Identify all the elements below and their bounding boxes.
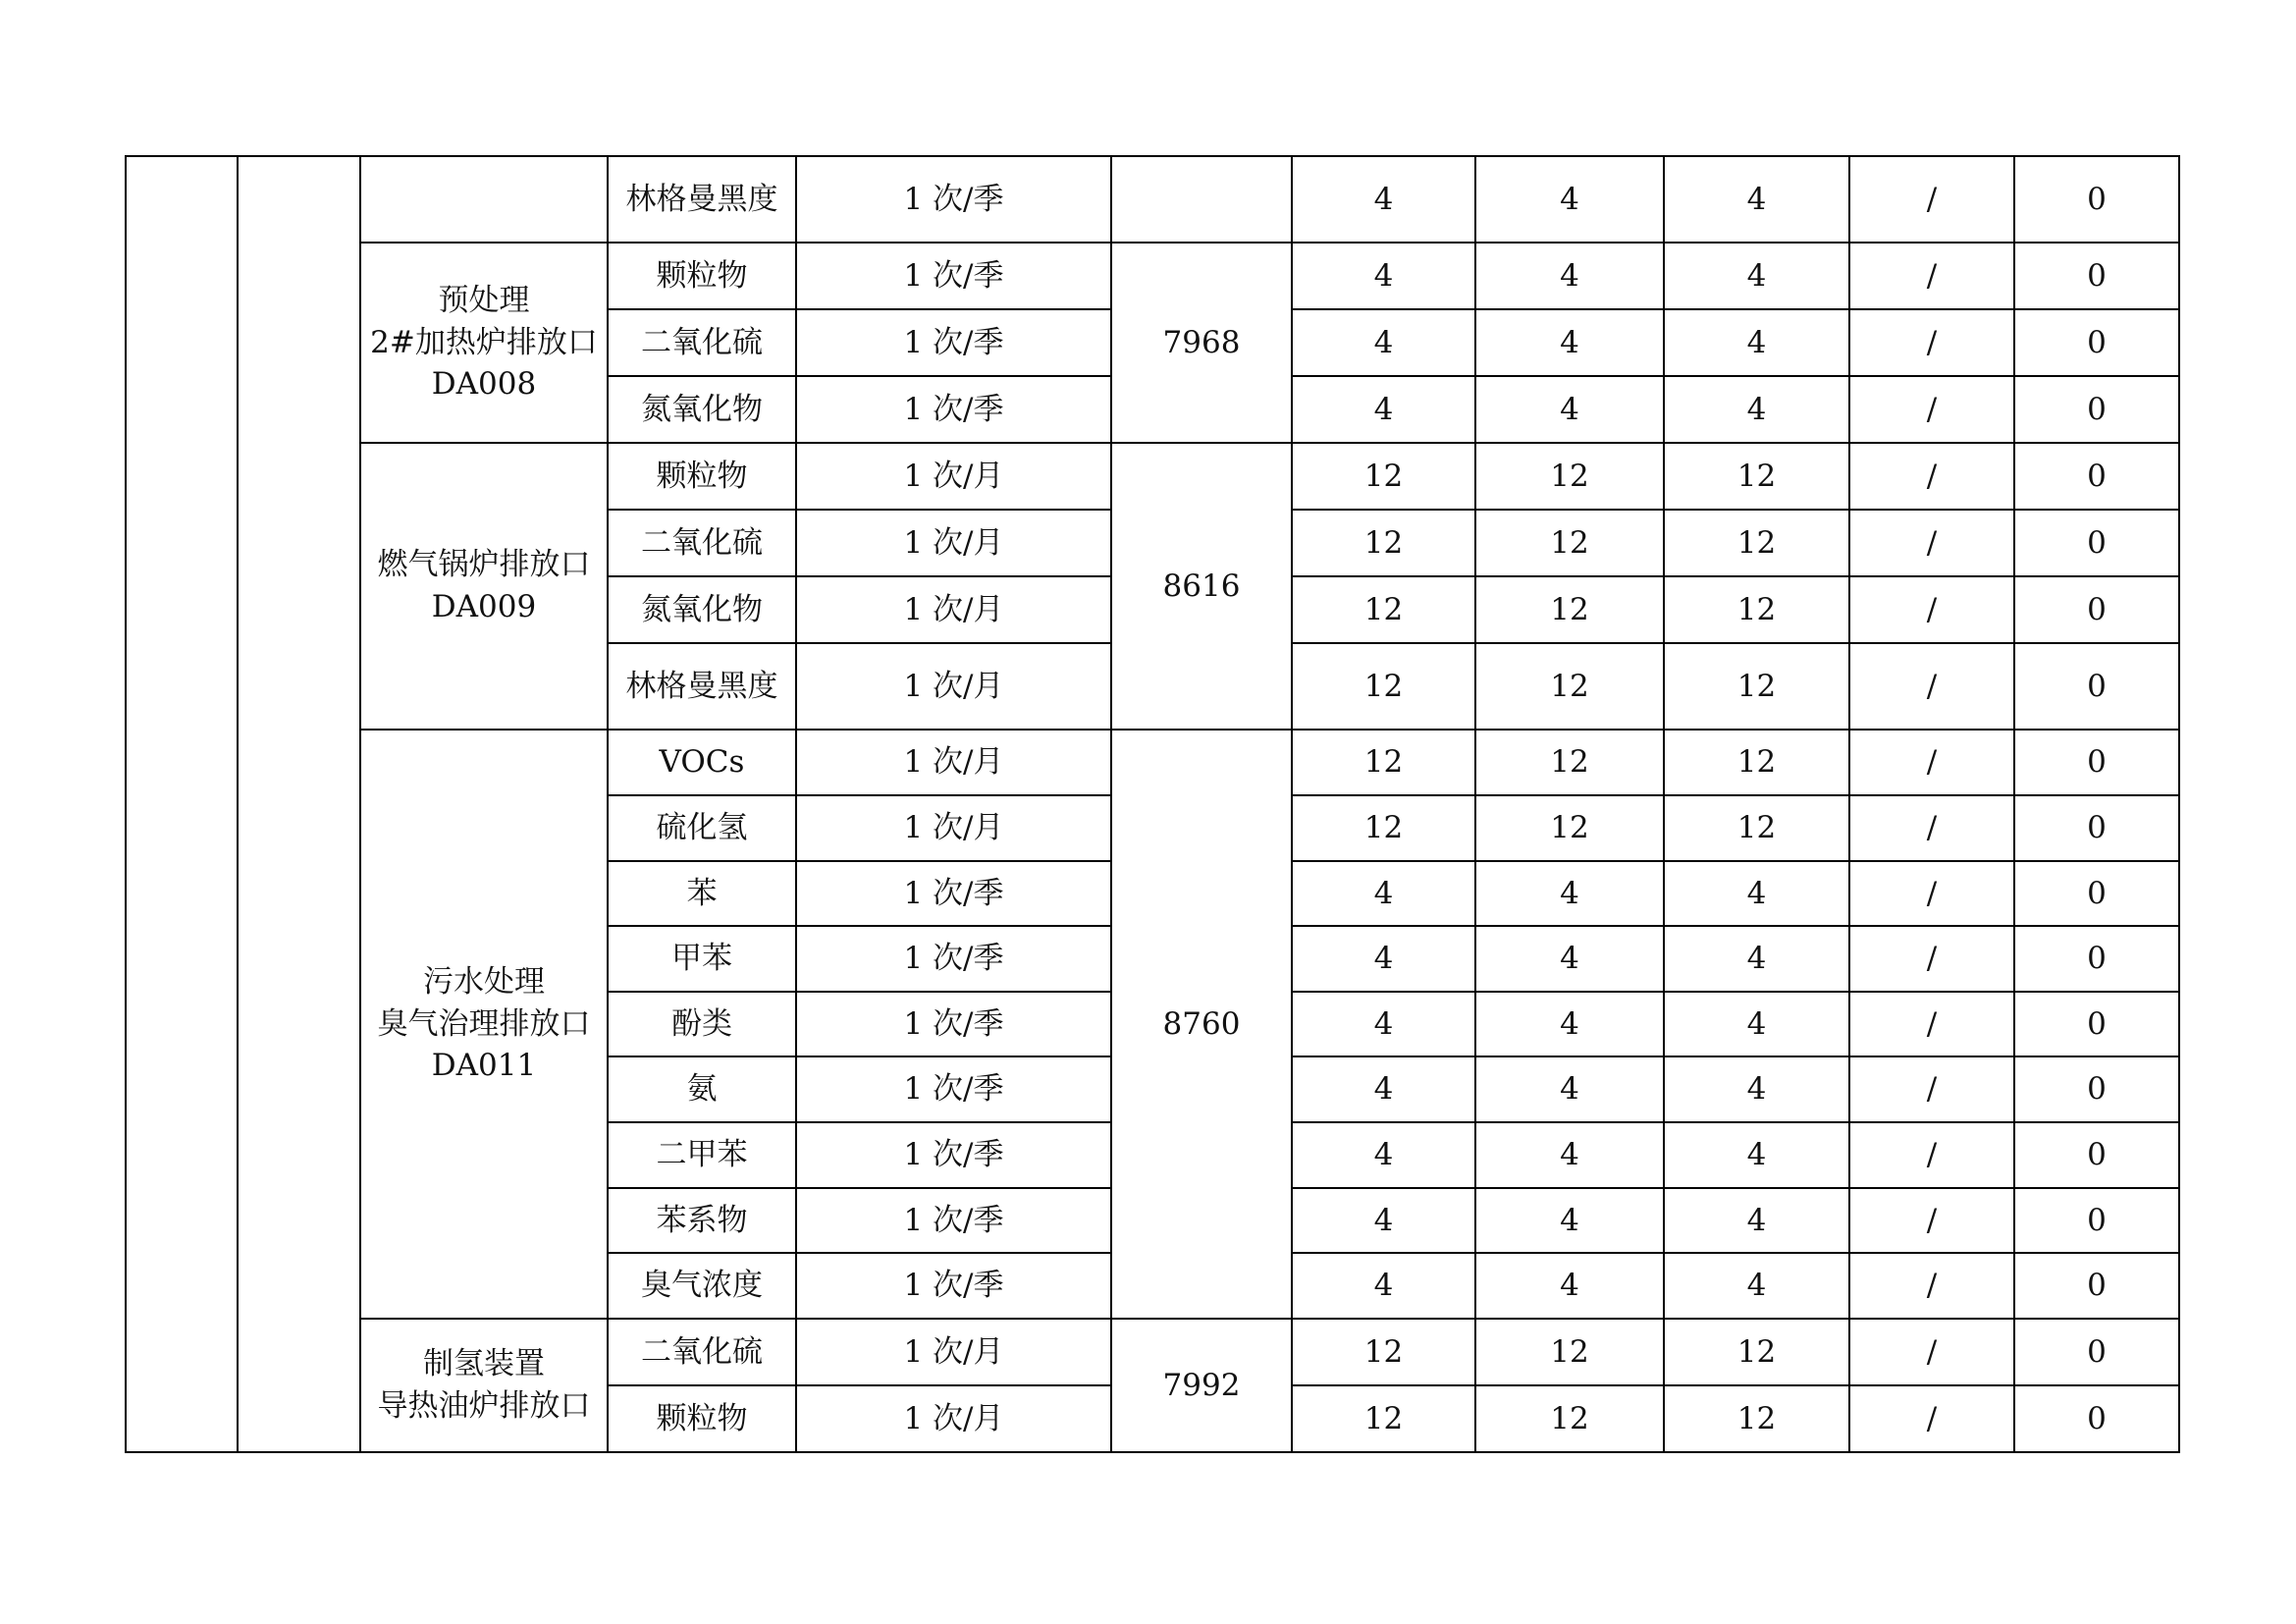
slash-cell: / xyxy=(1849,1056,2014,1122)
count-cell: 4 xyxy=(1292,1188,1475,1253)
pollutant-cell: 酚类 xyxy=(608,992,796,1056)
count-cell: 4 xyxy=(1664,309,1849,376)
count-cell: 4 xyxy=(1475,243,1664,309)
zero-cell: 0 xyxy=(2014,1188,2179,1253)
zero-cell: 0 xyxy=(2014,576,2179,643)
count-cell: 4 xyxy=(1292,243,1475,309)
frequency-cell: 1 次/季 xyxy=(796,1188,1111,1253)
count-cell: 4 xyxy=(1475,1253,1664,1319)
count-cell: 12 xyxy=(1475,1319,1664,1385)
pollutant-cell: 甲苯 xyxy=(608,926,796,992)
slash-cell: / xyxy=(1849,443,2014,510)
zero-cell: 0 xyxy=(2014,243,2179,309)
hours-cell xyxy=(1111,156,1292,243)
outlet-cell: 污水处理 臭气治理排放口 DA011 xyxy=(360,730,608,1319)
count-cell: 4 xyxy=(1664,376,1849,443)
count-cell: 12 xyxy=(1664,795,1849,861)
count-cell: 12 xyxy=(1292,1385,1475,1452)
frequency-cell: 1 次/月 xyxy=(796,795,1111,861)
count-cell: 12 xyxy=(1475,795,1664,861)
slash-cell: / xyxy=(1849,510,2014,576)
count-cell: 12 xyxy=(1475,730,1664,795)
count-cell: 12 xyxy=(1664,576,1849,643)
frequency-cell: 1 次/季 xyxy=(796,156,1111,243)
count-cell: 12 xyxy=(1475,510,1664,576)
zero-cell: 0 xyxy=(2014,1385,2179,1452)
count-cell: 12 xyxy=(1475,643,1664,730)
pollutant-cell: 苯 xyxy=(608,861,796,926)
slash-cell: / xyxy=(1849,861,2014,926)
count-cell: 12 xyxy=(1292,730,1475,795)
count-cell: 4 xyxy=(1292,376,1475,443)
frequency-cell: 1 次/季 xyxy=(796,861,1111,926)
count-cell: 4 xyxy=(1664,926,1849,992)
frequency-cell: 1 次/季 xyxy=(796,1056,1111,1122)
count-cell: 4 xyxy=(1475,926,1664,992)
slash-cell: / xyxy=(1849,309,2014,376)
count-cell: 12 xyxy=(1292,443,1475,510)
pollutant-cell: 二甲苯 xyxy=(608,1122,796,1188)
count-cell: 4 xyxy=(1475,861,1664,926)
zero-cell: 0 xyxy=(2014,443,2179,510)
slash-cell: / xyxy=(1849,926,2014,992)
pollutant-cell: VOCs xyxy=(608,730,796,795)
zero-cell: 0 xyxy=(2014,309,2179,376)
pollutant-cell: 臭气浓度 xyxy=(608,1253,796,1319)
table-row xyxy=(126,443,2179,510)
count-cell: 12 xyxy=(1292,510,1475,576)
slash-cell: / xyxy=(1849,376,2014,443)
count-cell: 4 xyxy=(1664,992,1849,1056)
count-cell: 12 xyxy=(1475,1385,1664,1452)
monitoring-table xyxy=(125,155,2180,1453)
frequency-cell: 1 次/季 xyxy=(796,1122,1111,1188)
hours-cell: 8616 xyxy=(1111,443,1292,730)
zero-cell: 0 xyxy=(2014,861,2179,926)
slash-cell: / xyxy=(1849,992,2014,1056)
hours-cell: 7968 xyxy=(1111,243,1292,443)
count-cell: 4 xyxy=(1292,309,1475,376)
count-cell: 12 xyxy=(1292,576,1475,643)
table-row xyxy=(126,243,2179,309)
count-cell: 4 xyxy=(1664,156,1849,243)
zero-cell: 0 xyxy=(2014,1056,2179,1122)
count-cell: 12 xyxy=(1292,795,1475,861)
zero-cell: 0 xyxy=(2014,376,2179,443)
slash-cell: / xyxy=(1849,643,2014,730)
frequency-cell: 1 次/季 xyxy=(796,926,1111,992)
zero-cell: 0 xyxy=(2014,926,2179,992)
pollutant-cell: 氮氧化物 xyxy=(608,576,796,643)
outlet-cell xyxy=(360,156,608,243)
frequency-cell: 1 次/月 xyxy=(796,1385,1111,1452)
count-cell: 4 xyxy=(1475,376,1664,443)
frequency-cell: 1 次/季 xyxy=(796,1253,1111,1319)
frequency-cell: 1 次/月 xyxy=(796,730,1111,795)
count-cell: 12 xyxy=(1292,643,1475,730)
outlet-cell: 预处理 2#加热炉排放口 DA008 xyxy=(360,243,608,443)
count-cell: 12 xyxy=(1292,1319,1475,1385)
count-cell: 4 xyxy=(1664,1122,1849,1188)
pollutant-cell: 硫化氢 xyxy=(608,795,796,861)
table-row xyxy=(126,730,2179,795)
pollutant-cell: 颗粒物 xyxy=(608,1385,796,1452)
count-cell: 12 xyxy=(1475,576,1664,643)
count-cell: 4 xyxy=(1664,1253,1849,1319)
zero-cell: 0 xyxy=(2014,1319,2179,1385)
count-cell: 12 xyxy=(1664,510,1849,576)
count-cell: 12 xyxy=(1475,443,1664,510)
pollutant-cell: 颗粒物 xyxy=(608,443,796,510)
zero-cell: 0 xyxy=(2014,730,2179,795)
count-cell: 12 xyxy=(1664,1385,1849,1452)
slash-cell: / xyxy=(1849,1122,2014,1188)
count-cell: 4 xyxy=(1664,1188,1849,1253)
zero-cell: 0 xyxy=(2014,643,2179,730)
count-cell: 4 xyxy=(1292,992,1475,1056)
subcategory-cell xyxy=(238,156,360,1452)
count-cell: 4 xyxy=(1475,1056,1664,1122)
frequency-cell: 1 次/季 xyxy=(796,309,1111,376)
count-cell: 4 xyxy=(1475,309,1664,376)
zero-cell: 0 xyxy=(2014,992,2179,1056)
outlet-cell: 燃气锅炉排放口 DA009 xyxy=(360,443,608,730)
count-cell: 4 xyxy=(1664,861,1849,926)
count-cell: 4 xyxy=(1475,1122,1664,1188)
frequency-cell: 1 次/月 xyxy=(796,1319,1111,1385)
slash-cell: / xyxy=(1849,1319,2014,1385)
slash-cell: / xyxy=(1849,243,2014,309)
slash-cell: / xyxy=(1849,576,2014,643)
zero-cell: 0 xyxy=(2014,156,2179,243)
slash-cell: / xyxy=(1849,1253,2014,1319)
hours-cell: 7992 xyxy=(1111,1319,1292,1452)
pollutant-cell: 林格曼黑度 xyxy=(608,643,796,730)
frequency-cell: 1 次/季 xyxy=(796,992,1111,1056)
table-row xyxy=(126,156,2179,243)
pollutant-cell: 林格曼黑度 xyxy=(608,156,796,243)
slash-cell: / xyxy=(1849,156,2014,243)
pollutant-cell: 氮氧化物 xyxy=(608,376,796,443)
frequency-cell: 1 次/季 xyxy=(796,243,1111,309)
pollutant-cell: 氨 xyxy=(608,1056,796,1122)
count-cell: 12 xyxy=(1664,443,1849,510)
count-cell: 12 xyxy=(1664,1319,1849,1385)
pollutant-cell: 二氧化硫 xyxy=(608,309,796,376)
outlet-cell: 制氢装置 导热油炉排放口 xyxy=(360,1319,608,1452)
count-cell: 4 xyxy=(1475,992,1664,1056)
count-cell: 4 xyxy=(1664,243,1849,309)
count-cell: 4 xyxy=(1475,156,1664,243)
frequency-cell: 1 次/月 xyxy=(796,443,1111,510)
frequency-cell: 1 次/月 xyxy=(796,510,1111,576)
category-cell xyxy=(126,156,238,1452)
count-cell: 4 xyxy=(1292,926,1475,992)
count-cell: 4 xyxy=(1664,1056,1849,1122)
frequency-cell: 1 次/月 xyxy=(796,643,1111,730)
count-cell: 4 xyxy=(1292,1253,1475,1319)
pollutant-cell: 二氧化硫 xyxy=(608,510,796,576)
count-cell: 12 xyxy=(1664,730,1849,795)
count-cell: 4 xyxy=(1292,1122,1475,1188)
zero-cell: 0 xyxy=(2014,795,2179,861)
slash-cell: / xyxy=(1849,1385,2014,1452)
count-cell: 4 xyxy=(1475,1188,1664,1253)
table-row xyxy=(126,1319,2179,1385)
zero-cell: 0 xyxy=(2014,510,2179,576)
slash-cell: / xyxy=(1849,1188,2014,1253)
hours-cell: 8760 xyxy=(1111,730,1292,1319)
pollutant-cell: 苯系物 xyxy=(608,1188,796,1253)
slash-cell: / xyxy=(1849,795,2014,861)
count-cell: 4 xyxy=(1292,1056,1475,1122)
zero-cell: 0 xyxy=(2014,1122,2179,1188)
zero-cell: 0 xyxy=(2014,1253,2179,1319)
count-cell: 12 xyxy=(1664,643,1849,730)
frequency-cell: 1 次/月 xyxy=(796,576,1111,643)
slash-cell: / xyxy=(1849,730,2014,795)
count-cell: 4 xyxy=(1292,861,1475,926)
frequency-cell: 1 次/季 xyxy=(796,376,1111,443)
pollutant-cell: 颗粒物 xyxy=(608,243,796,309)
count-cell: 4 xyxy=(1292,156,1475,243)
pollutant-cell: 二氧化硫 xyxy=(608,1319,796,1385)
